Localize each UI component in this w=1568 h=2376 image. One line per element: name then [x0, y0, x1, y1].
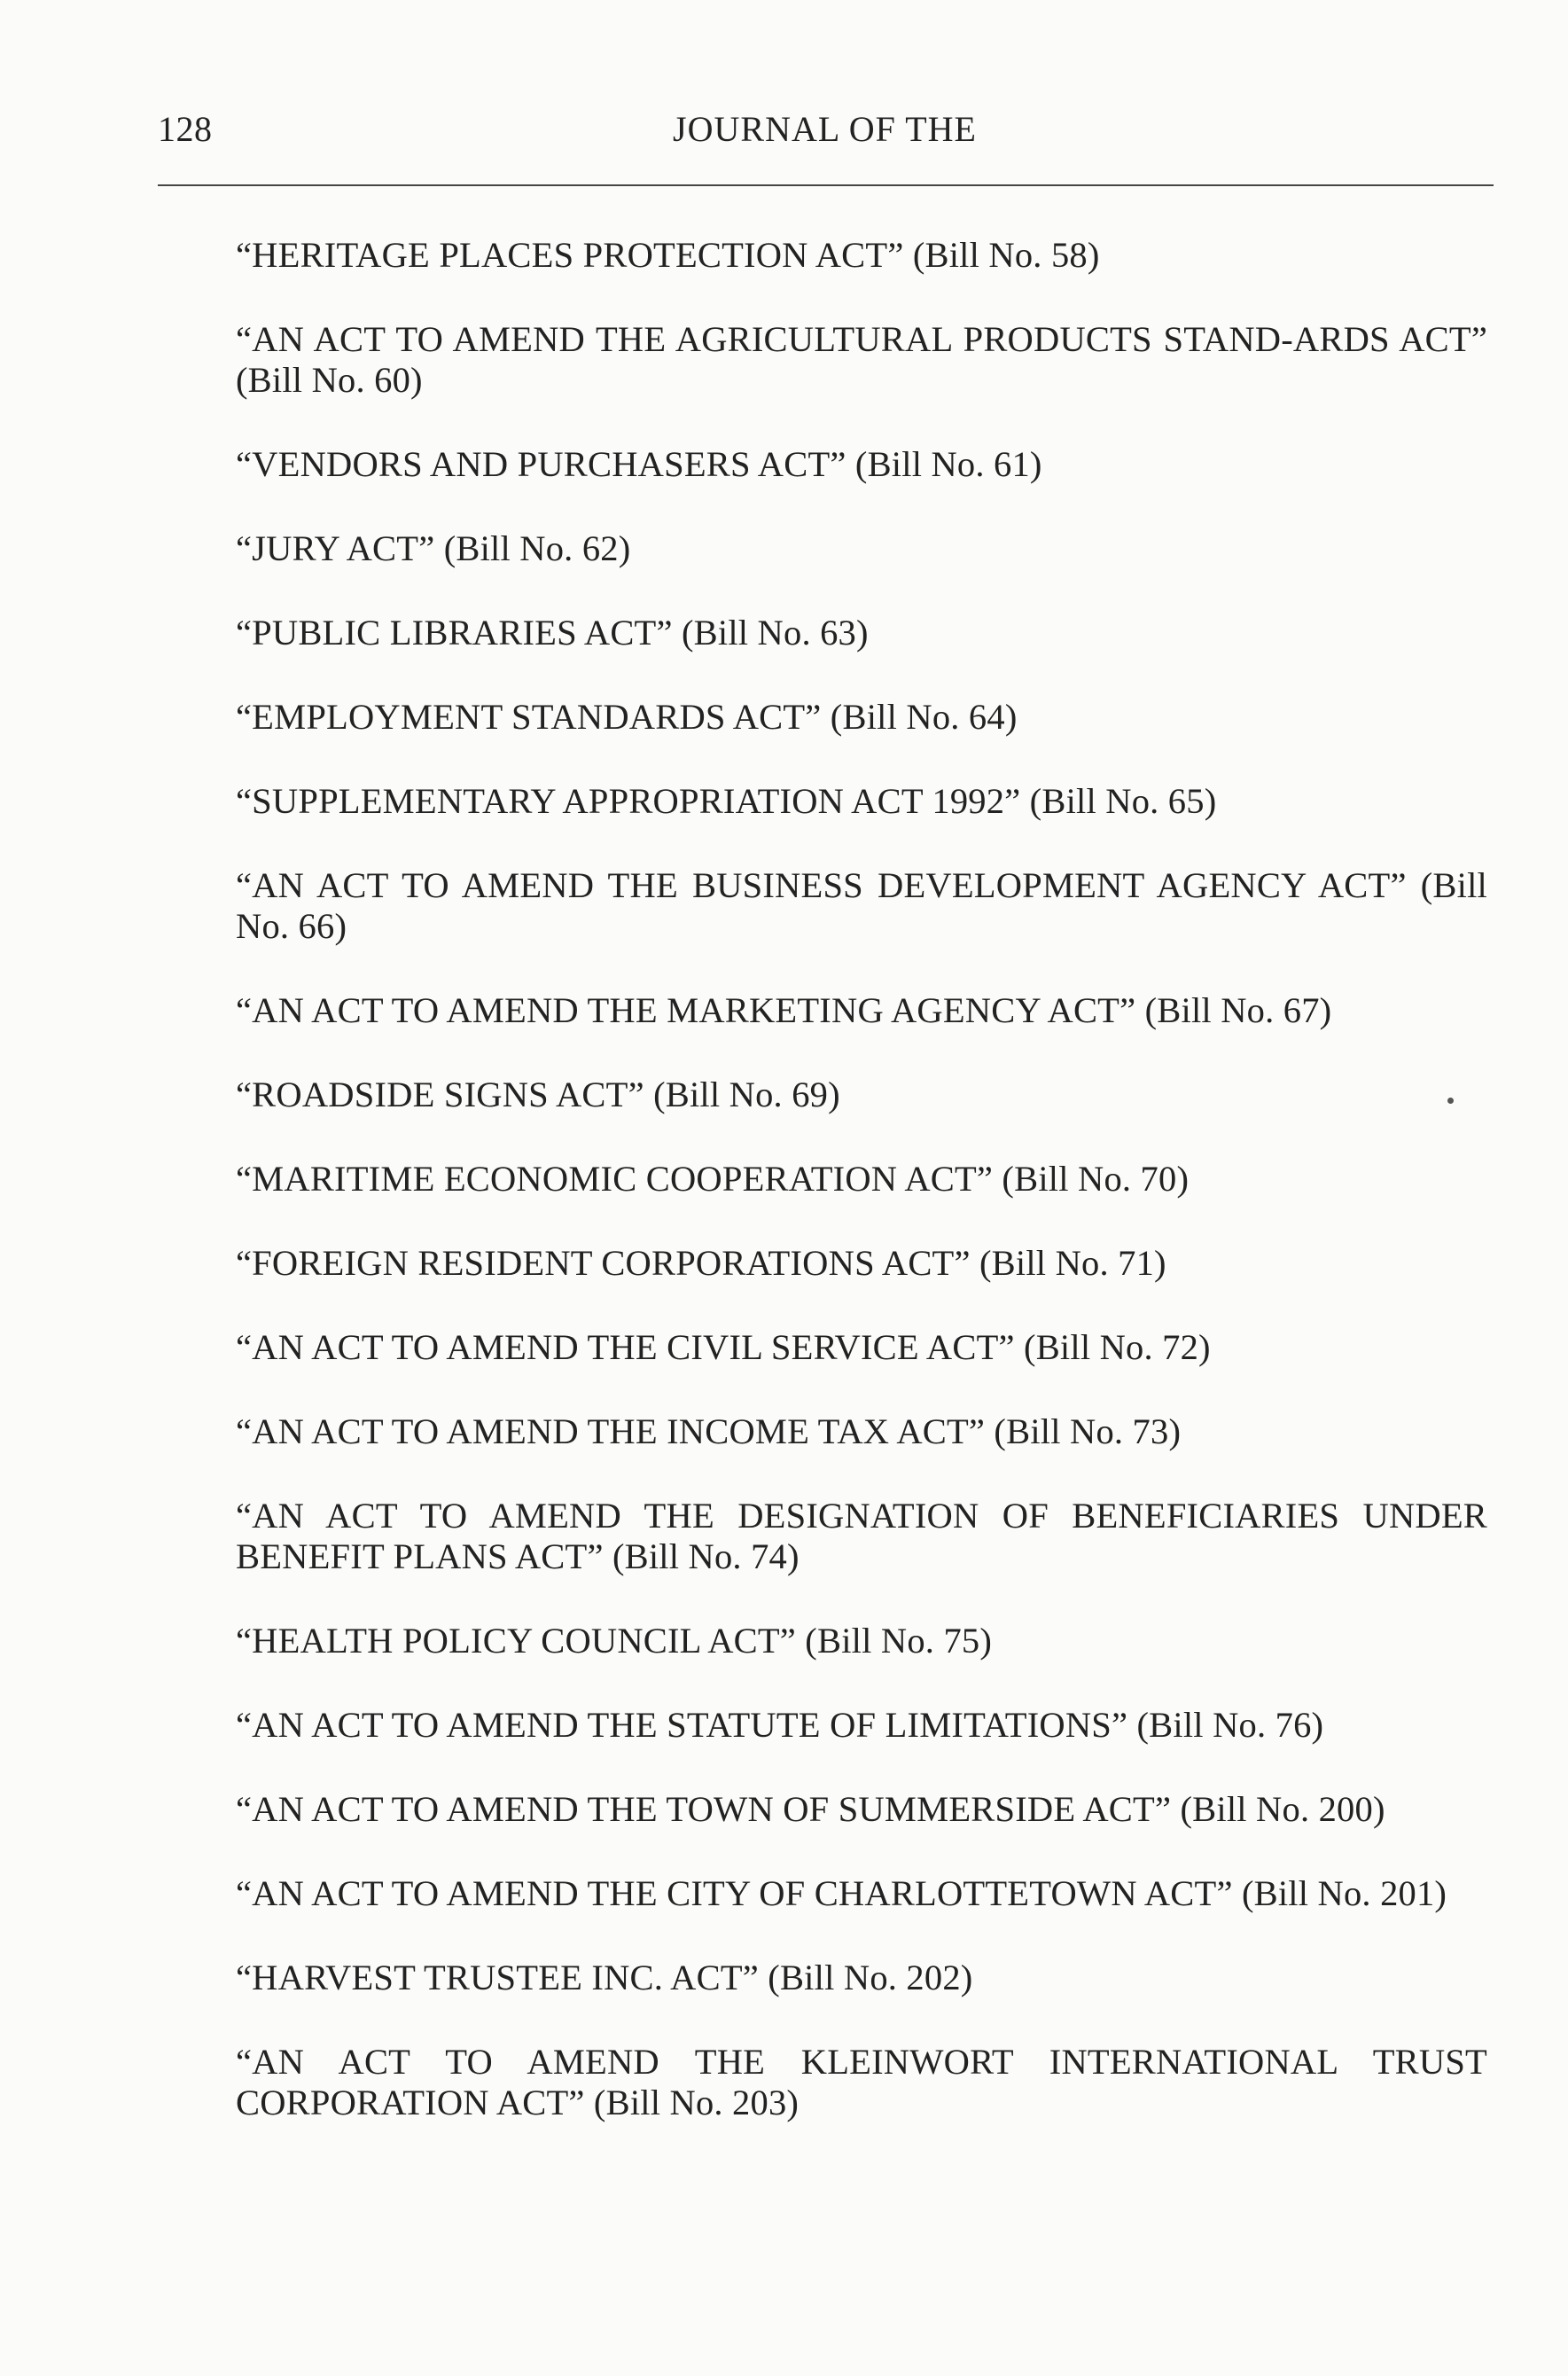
- bill-entry: “AN ACT TO AMEND THE BUSINESS DEVELOPMENT AGENCY ACT” (Bill No. 66): [236, 865, 1487, 946]
- bill-entry: “AN ACT TO AMEND THE INCOME TAX ACT” (Bill No. 73): [236, 1411, 1182, 1451]
- bill-entry: “HERITAGE PLACES PROTECTION ACT” (Bill No. 58): [236, 235, 1100, 275]
- header-rule: [158, 184, 1494, 186]
- bill-entry: “AN ACT TO AMEND THE CITY OF CHARLOTTETOWN ACT” (Bill No. 201): [236, 1873, 1447, 1913]
- bill-entry: “HEALTH POLICY COUNCIL ACT” (Bill No. 75): [236, 1621, 993, 1661]
- bill-entry: “EMPLOYMENT STANDARDS ACT” (Bill No. 64): [236, 697, 1018, 737]
- running-head: [158, 108, 1492, 161]
- bill-entry: “ROADSIDE SIGNS ACT” (Bill No. 69): [236, 1075, 840, 1114]
- bill-entry: “AN ACT TO AMEND THE MARKETING AGENCY ACT” (Bill No. 67): [236, 990, 1332, 1030]
- bill-entry: “AN ACT TO AMEND THE TOWN OF SUMMERSIDE ACT” (Bill No. 200): [236, 1789, 1385, 1829]
- bill-entry: “AN ACT TO AMEND THE STATUTE OF LIMITATIONS” (Bill No. 76): [236, 1705, 1324, 1745]
- page-number: 128: [158, 109, 213, 149]
- ink-speck: [1447, 1098, 1454, 1104]
- bill-entry: “FOREIGN RESIDENT CORPORATIONS ACT” (Bill No. 71): [236, 1243, 1166, 1283]
- bill-entry: “AN ACT TO AMEND THE CIVIL SERVICE ACT” (Bill No. 72): [236, 1327, 1211, 1367]
- bill-entry: “HARVEST TRUSTEE INC. ACT” (Bill No. 202): [236, 1958, 973, 1997]
- bill-entry: “AN ACT TO AMEND THE AGRICULTURAL PRODUCTS STAND-ARDS ACT” (Bill No. 60): [236, 319, 1487, 400]
- bill-entry: “MARITIME ECONOMIC COOPERATION ACT” (Bill No. 70): [236, 1159, 1190, 1199]
- bill-entry: “SUPPLEMENTARY APPROPRIATION ACT 1992” (Bill No. 65): [236, 781, 1217, 821]
- bill-list: [236, 235, 1487, 2123]
- bill-entry: “VENDORS AND PURCHASERS ACT” (Bill No. 61): [236, 444, 1042, 484]
- bill-entry: “PUBLIC LIBRARIES ACT” (Bill No. 63): [236, 613, 869, 653]
- bill-entry: “JURY ACT” (Bill No. 62): [236, 528, 631, 568]
- journal-title: JOURNAL OF THE: [673, 109, 977, 149]
- bill-entry: “AN ACT TO AMEND THE DESIGNATION OF BENEFICIARIES UNDER BENEFIT PLANS ACT” (Bill No. 74): [236, 1496, 1487, 1576]
- bill-entry: “AN ACT TO AMEND THE KLEINWORT INTERNATIONAL TRUST CORPORATION ACT” (Bill No. 203): [236, 2042, 1487, 2122]
